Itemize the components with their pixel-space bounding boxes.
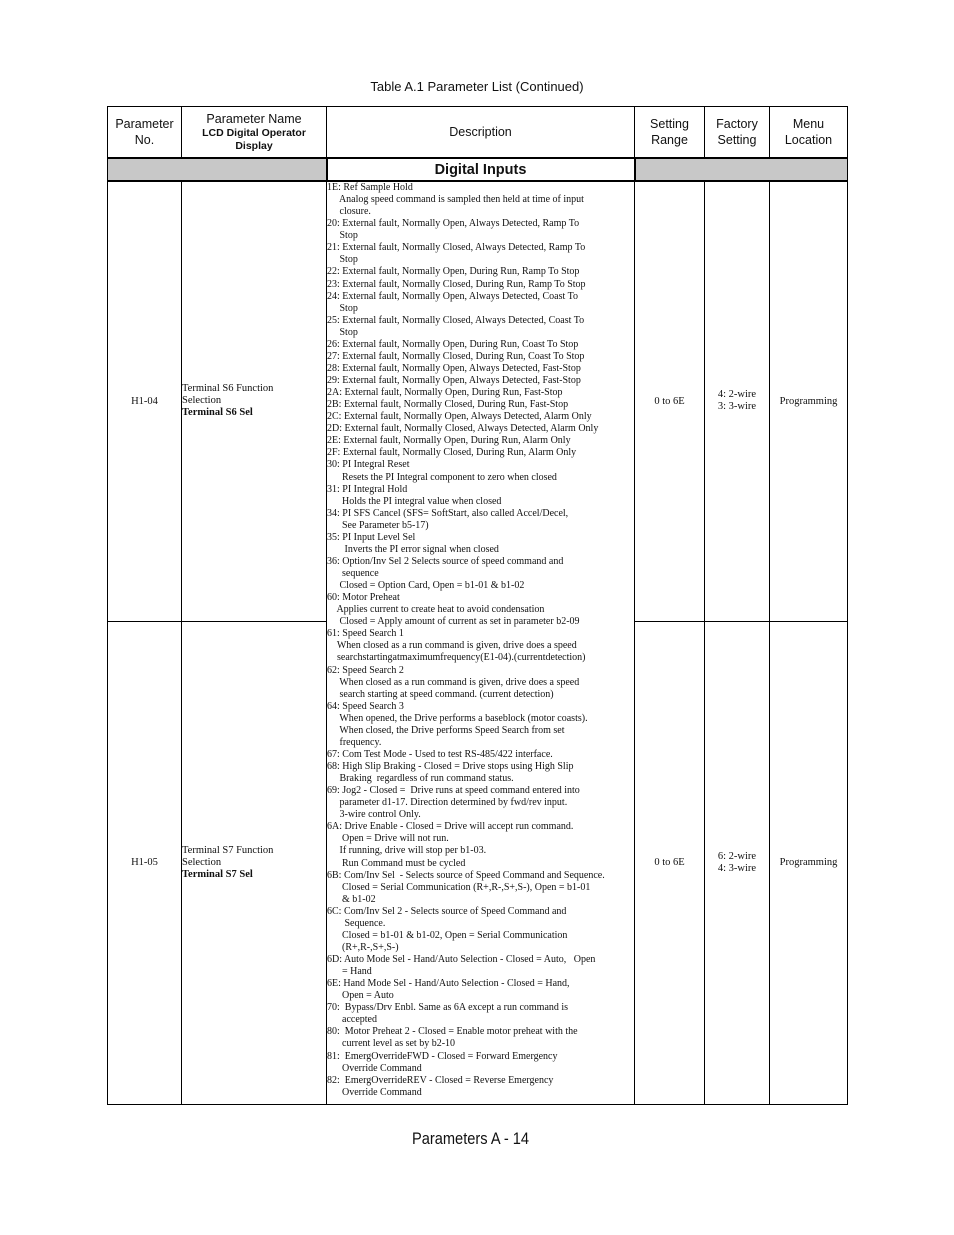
menu-location-h1-05: Programming — [770, 621, 848, 1104]
description-line: Analog speed command is sampled then held at time of input — [327, 194, 584, 206]
description-line: 29: External fault, Normally Open, Always Detected, Fast-Stop — [327, 375, 581, 386]
section-shade-left — [108, 158, 327, 181]
description-line: 28: External fault, Normally Open, Always Detected, Fast-Stop — [327, 362, 581, 374]
factory-setting-h1-04 — [705, 181, 770, 621]
description-line: search starting at speed command. (current detection) — [327, 688, 554, 700]
description-line: 2D: External fault, Normally Closed, Always Detected, Alarm Only — [327, 423, 599, 435]
param-name-h1-05 — [182, 621, 327, 1104]
description-line: Open = Auto — [327, 990, 394, 1002]
description-line: 70: Bypass/Drv Enbl. Same as 6A except a run command is — [327, 1002, 569, 1014]
section-title: Digital Inputs — [327, 158, 635, 181]
description-line: Run Command must be cycled — [327, 857, 466, 869]
description-line: Stop — [327, 254, 358, 266]
description-line: 6A: Drive Enable - Closed = Drive will accept run command. — [327, 821, 574, 833]
description-line: 2B: External fault, Normally Closed, During Run, Fast-Stop — [327, 399, 569, 411]
description-line: 68: High Slip Braking - Closed = Drive stops using High Slip — [327, 761, 574, 772]
description-line: current level as set by b2-10 — [327, 1038, 456, 1050]
param-name-h1-04 — [182, 181, 327, 621]
description-line: 3-wire control Only. — [327, 809, 421, 821]
header-setting-range: Setting Range — [635, 107, 705, 159]
setting-range-h1-05: 0 to 6E — [635, 621, 705, 1104]
header-menu-location: Menu Location — [770, 107, 848, 159]
description-line: 1E: Ref Sample Hold — [327, 182, 413, 193]
header-description: Description — [327, 107, 635, 159]
description-line: Braking regardless of run command status. — [327, 773, 514, 785]
description-line: closure. — [327, 206, 371, 218]
page-footer: Parameters A - 14 — [412, 1129, 530, 1148]
description-line: 60: Motor Preheat — [327, 592, 400, 604]
description-line: Resets the PI Integral component to zero when closed — [327, 471, 557, 483]
description-line: 6E: Hand Mode Sel - Hand/Auto Selection - Closed = Hand, — [327, 978, 570, 990]
description-line: Applies current to create heat to avoid condensation — [327, 604, 545, 616]
description-line: 25: External fault, Normally Closed, Always Detected, Coast To — [327, 314, 585, 326]
description-line: Sequence. — [327, 917, 386, 929]
description-line: 6C: Com/Inv Sel 2 - Selects source of Speed Command and — [327, 905, 567, 917]
description-line: 61: Speed Search 1 — [327, 628, 404, 640]
description-line: 2C: External fault, Normally Open, Always Detected, Alarm Only — [327, 411, 592, 423]
description-line: 35: PI Input Level Sel — [327, 531, 416, 543]
description-line: 64: Speed Search 3 — [327, 700, 404, 712]
description-line: Stop — [327, 302, 358, 314]
description-line: Holds the PI integral value when closed — [327, 495, 502, 507]
description-line: frequency. — [327, 736, 382, 748]
header-factory-setting: Factory Setting — [705, 107, 770, 159]
description-line: 26: External fault, Normally Open, During Run, Coast To Stop — [327, 338, 579, 350]
description-line: 82: EmergOverrideREV - Closed = Reverse Emergency — [327, 1074, 554, 1086]
param-name-line: Terminal S7 Function — [182, 844, 274, 856]
description-line: When closed, the Drive performs Speed Search from set — [327, 724, 565, 736]
description-line: parameter d1-17. Direction determined by fwd/rev input. — [327, 797, 568, 809]
description-line: 31: PI Integral Hold — [327, 483, 408, 495]
description-line: When closed as a run command is given, drive does a speed — [327, 676, 580, 688]
factory-line: 4: 2-wire — [717, 389, 757, 401]
description-line: 80: Motor Preheat 2 - Closed = Enable motor preheat with the — [327, 1026, 578, 1038]
description-line: Closed = Serial Communication (R+,R-,S+,S-), Open = b1-01 — [327, 881, 591, 893]
description-line: 27: External fault, Normally Closed, During Run, Coast To Stop — [327, 350, 585, 362]
description-line: See Parameter b5-17) — [327, 519, 429, 531]
factory-line: 6: 2-wire — [717, 850, 757, 862]
description-line: Closed = b1-01 & b1-02, Open = Serial Communication — [327, 929, 568, 941]
lcd-display-name: Terminal S6 Sel — [182, 407, 253, 419]
description-line: 6B: Com/Inv Sel - Selects source of Speed Command and Sequence. — [327, 869, 605, 881]
description-line: = Hand — [327, 966, 372, 978]
param-name-line: Terminal S6 Function — [182, 383, 274, 395]
description-line: Inverts the PI error signal when closed — [327, 543, 499, 555]
description-line: 23: External fault, Normally Closed, During Run, Ramp To Stop — [327, 278, 586, 290]
description-line: 21: External fault, Normally Closed, Always Detected, Ramp To — [327, 242, 586, 254]
description-line: 34: PI SFS Cancel (SFS= SoftStart, also called Accel/Decel, — [327, 507, 569, 519]
section-row — [108, 158, 848, 181]
description-line: (R+,R-,S+,S-) — [327, 941, 399, 953]
description-line: sequence — [327, 568, 379, 579]
parameter-table — [107, 106, 848, 1105]
description-cell — [327, 181, 635, 1104]
description-line: 30: PI Integral Reset — [327, 459, 410, 471]
header-param-name-label: Parameter Name — [206, 112, 302, 126]
description-line: Closed = Apply amount of current as set in parameter b2-09 — [327, 616, 580, 628]
description-line: Stop — [327, 326, 358, 338]
description-line: Override Command — [327, 1086, 422, 1098]
description-line: 20: External fault, Normally Open, Always Detected, Ramp To — [327, 218, 580, 230]
table-row — [108, 181, 848, 621]
description-line: 36: Option/Inv Sel 2 Selects source of speed command and — [327, 555, 564, 567]
description-line: When opened, the Drive performs a baseblock (motor coasts). — [327, 712, 588, 724]
description-line: 6D: Auto Mode Sel - Hand/Auto Selection - Closed = Auto, Open — [327, 954, 596, 965]
header-param-no: Parameter No. — [108, 107, 182, 159]
description-line: Open = Drive will not run. — [327, 833, 449, 845]
description-line: searchstartingatmaximumfrequency(E1-04).(currentdetection) — [327, 652, 586, 664]
description-lines — [327, 182, 634, 1099]
header-row — [108, 107, 848, 159]
description-line: 24: External fault, Normally Open, Always Detected, Coast To — [327, 290, 579, 302]
description-line: accepted — [327, 1014, 377, 1026]
factory-setting-h1-05 — [705, 621, 770, 1104]
description-line: 2F: External fault, Normally Closed, During Run, Alarm Only — [327, 447, 577, 459]
section-shade-right — [635, 158, 848, 181]
param-no-h1-05: H1-05 — [108, 621, 182, 1104]
lcd-display-name: Terminal S7 Sel — [182, 868, 253, 880]
factory-line: 3: 3-wire — [717, 401, 757, 413]
param-name-line: Selection — [182, 395, 222, 407]
header-lcd-display: LCD Digital Operator Display — [202, 127, 306, 152]
description-line: Override Command — [327, 1062, 422, 1074]
factory-line: 4: 3-wire — [717, 862, 757, 874]
description-line: Closed = Option Card, Open = b1-01 & b1-02 — [327, 580, 525, 592]
menu-location-h1-04: Programming — [770, 181, 848, 621]
description-line: 22: External fault, Normally Open, During Run, Ramp To Stop — [327, 266, 580, 278]
description-line: 62: Speed Search 2 — [327, 664, 404, 676]
header-param-name — [182, 107, 327, 159]
table-caption: Table A.1 Parameter List (Continued) — [370, 79, 584, 94]
description-line: When closed as a run command is given, drive does a speed — [327, 640, 577, 652]
description-line: 81: EmergOverrideFWD - Closed = Forward Emergency — [327, 1050, 558, 1062]
description-line: If running, drive will stop per b1-03. — [327, 845, 487, 857]
param-name-line: Selection — [182, 856, 222, 868]
description-line: Stop — [327, 230, 358, 242]
description-line: 67: Com Test Mode - Used to test RS-485/422 interface. — [327, 748, 553, 760]
param-no-h1-04: H1-04 — [108, 181, 182, 621]
description-line: & b1-02 — [327, 893, 376, 905]
description-line: 69: Jog2 - Closed = Drive runs at speed command entered into — [327, 785, 580, 797]
description-line: 2E: External fault, Normally Open, During Run, Alarm Only — [327, 435, 571, 447]
setting-range-h1-04: 0 to 6E — [635, 181, 705, 621]
description-line: 2A: External fault, Normally Open, During Run, Fast-Stop — [327, 387, 563, 399]
